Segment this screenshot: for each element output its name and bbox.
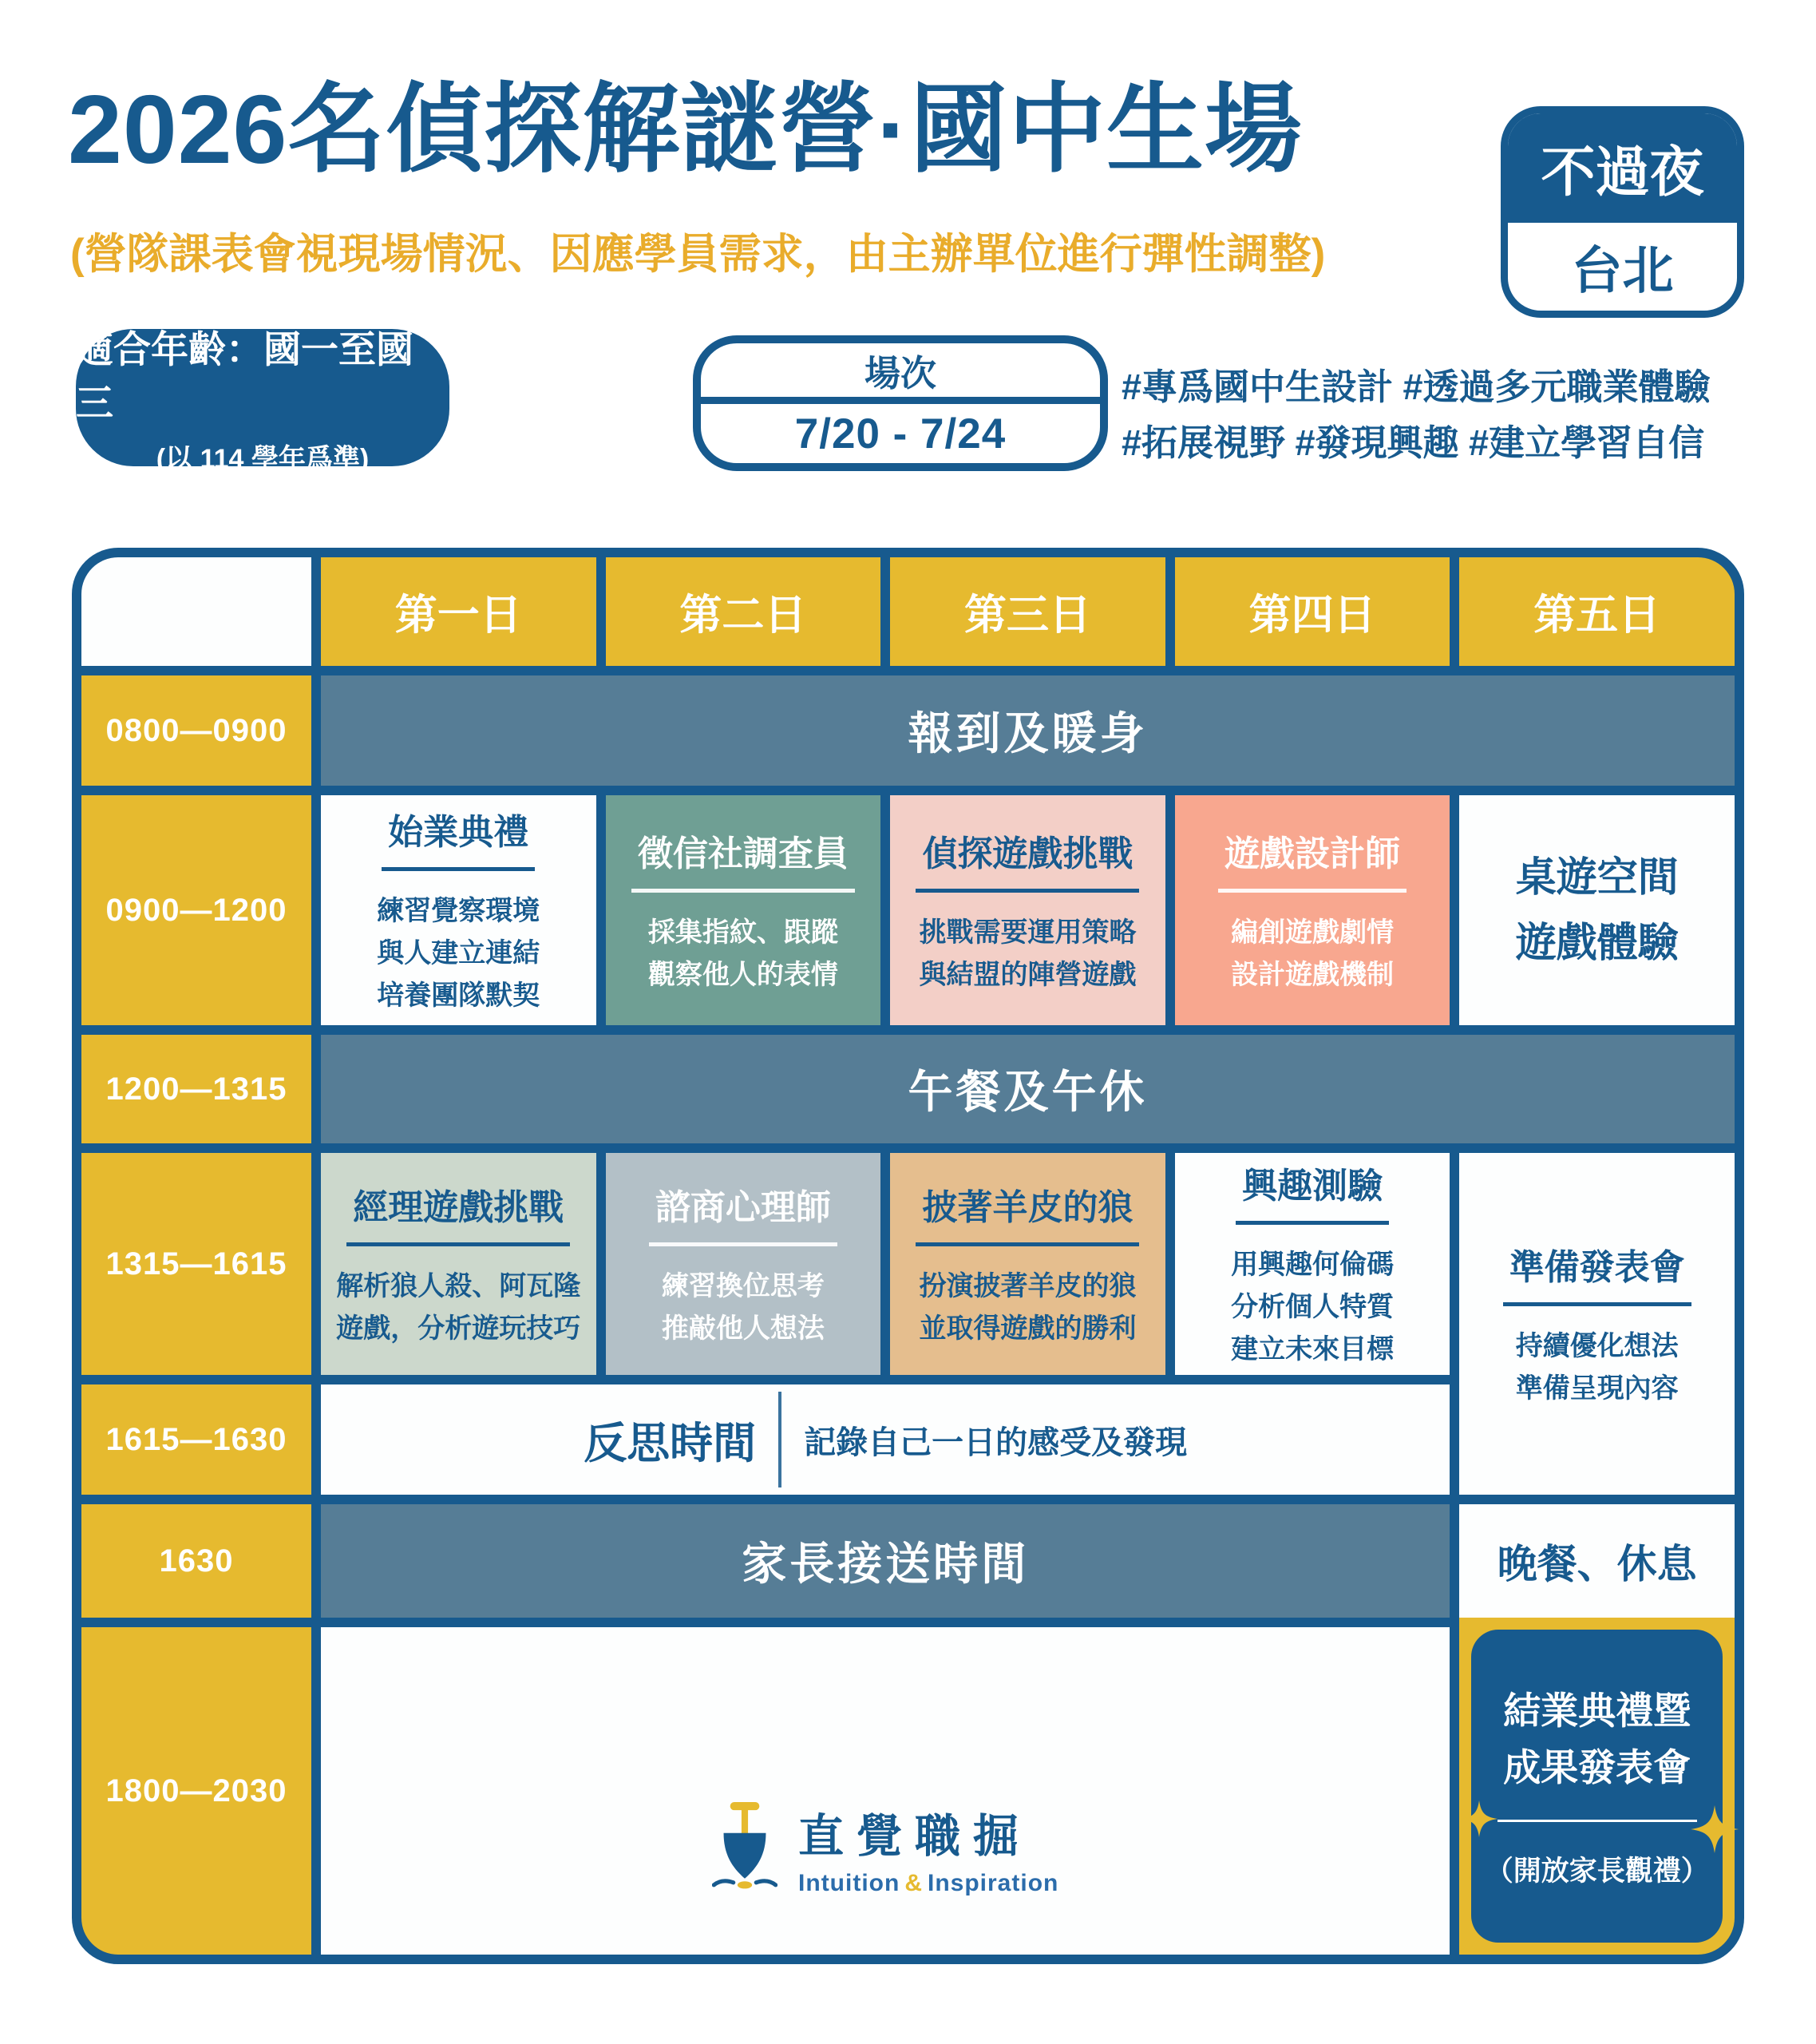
- brand-name-zh: 直覺職掘: [798, 1811, 1032, 1862]
- activity-d2-pm: [606, 1153, 881, 1375]
- page-title: 2026名偵探解謎營·國中生場: [68, 75, 1304, 184]
- dinner-cell: [1459, 1504, 1735, 1618]
- activity-line: 與人建立連結: [377, 938, 540, 969]
- activity-title: 諮商心理師: [649, 1178, 837, 1246]
- time-cell-1630: [81, 1504, 311, 1618]
- activity-line: 準備呈現內容: [1515, 1373, 1679, 1404]
- day-header-2: [606, 557, 881, 666]
- activity-d5-am: [1459, 795, 1735, 1025]
- sparkle-left-icon: [1461, 1800, 1498, 1841]
- reflection-desc: 記錄自己一日的感受及發現: [804, 1424, 1188, 1460]
- time-label: 1200—1315: [105, 1071, 287, 1107]
- day-header-label: 第二日: [679, 592, 807, 639]
- activity-line: 持續優化想法: [1515, 1330, 1679, 1361]
- time-label: 0900—1200: [105, 892, 287, 928]
- checkin-label: 報到及暖身: [908, 708, 1148, 759]
- ceremony-title-line: 結業典禮暨: [1503, 1689, 1691, 1732]
- time-label: 1615—1630: [105, 1421, 287, 1457]
- activity-line: 採集指紋、跟蹤: [647, 917, 838, 948]
- activity-title: 準備發表會: [1503, 1238, 1691, 1306]
- reflection-divider: [778, 1392, 781, 1487]
- time-cell-0800: [81, 675, 311, 786]
- time-label: 0800—0900: [105, 712, 287, 748]
- age-range-note: (以 114 學年爲準): [156, 443, 370, 474]
- activity-title: 遊戲設計師: [1218, 825, 1407, 893]
- activity-line: 觀察他人的表情: [647, 959, 838, 990]
- activity-line: 編創遊戲劇情: [1231, 917, 1395, 948]
- activity-line: 用興趣何倫碼: [1231, 1250, 1395, 1281]
- lunch-label: 午餐及午休: [908, 1067, 1148, 1117]
- brand-logo: [712, 1800, 1058, 1897]
- day-header-label: 第一日: [394, 592, 522, 639]
- activity-d1-am: [321, 795, 596, 1025]
- session-dates: 7/20 - 7/24: [794, 410, 1007, 458]
- time-label: 1630: [159, 1543, 234, 1579]
- activity-d4-pm: [1175, 1153, 1450, 1375]
- badge-city-label: 台北: [1571, 242, 1674, 300]
- activity-line: 解析狼人殺、阿瓦隆: [336, 1270, 581, 1301]
- reflection-title: 反思時間: [584, 1419, 757, 1468]
- activity-line: 並取得遊戲的勝利: [919, 1313, 1137, 1344]
- reflection-band: [321, 1384, 1450, 1495]
- activity-line: 推敲他人想法: [661, 1313, 825, 1344]
- activity-line: 設計遊戲機制: [1231, 959, 1395, 990]
- ceremony-cell: [1459, 1618, 1735, 1955]
- location-badge: [1501, 106, 1744, 318]
- day-header-label: 第四日: [1248, 592, 1376, 639]
- table-corner-cell: [81, 557, 311, 666]
- time-label: 1800—2030: [105, 1773, 287, 1808]
- activity-line: 遊戲，分析遊玩技巧: [336, 1313, 581, 1344]
- pickup-label: 家長接送時間: [742, 1539, 1030, 1589]
- day-header-1: [321, 557, 596, 666]
- ceremony-note: （開放家長觀禮）: [1485, 1856, 1709, 1887]
- activity-title: 始業典禮: [382, 803, 535, 871]
- activity-line: 與結盟的陣營遊戲: [919, 959, 1137, 990]
- time-cell-1315: [81, 1153, 311, 1375]
- session-label: 場次: [864, 353, 936, 394]
- activity-line: 分析個人特質: [1231, 1292, 1395, 1323]
- pickup-band: [321, 1504, 1450, 1618]
- day-header-5: [1459, 557, 1735, 666]
- badge-overnight-label: 不過夜: [1508, 113, 1737, 223]
- time-cell-1800: [81, 1627, 311, 1955]
- activity-title: 披著羊皮的狼: [916, 1178, 1139, 1246]
- activity-d4-am: [1175, 795, 1450, 1025]
- day-header-3: [890, 557, 1165, 666]
- brand-en-amp: &: [904, 1870, 923, 1896]
- shovel-icon: [712, 1802, 777, 1895]
- dinner-label: 晚餐、休息: [1497, 1542, 1697, 1586]
- activity-title: 經理遊戲挑戰: [346, 1178, 570, 1246]
- sparkle-right-icon: [1691, 1805, 1739, 1857]
- hashtag-block: [1122, 359, 1711, 471]
- schedule-table: [72, 548, 1744, 1964]
- activity-d3-pm: [890, 1153, 1165, 1375]
- day-header-label: 第三日: [963, 592, 1091, 639]
- logo-cell: [321, 1627, 1450, 1955]
- checkin-band: [321, 675, 1735, 786]
- hashtag-line-2: #拓展視野 #發現興趣 #建立學習自信: [1122, 422, 1705, 463]
- activity-title: 徵信社調查員: [631, 825, 855, 893]
- session-divider: [701, 397, 1100, 404]
- activity-line: 遊戲體驗: [1515, 920, 1679, 965]
- time-label: 1315—1615: [105, 1246, 287, 1281]
- day-header-4: [1175, 557, 1450, 666]
- activity-line: 扮演披著羊皮的狼: [919, 1270, 1137, 1301]
- ceremony-title-line: 成果發表會: [1503, 1745, 1691, 1788]
- activity-line: 挑戰需要運用策略: [919, 917, 1137, 948]
- activity-d5-pm: [1459, 1153, 1735, 1495]
- age-range-main: 適合年齡：國一至國三: [76, 327, 413, 424]
- activity-line: 桌遊空間: [1515, 854, 1679, 901]
- activity-line: 建立未來目標: [1231, 1333, 1395, 1365]
- age-range-pill: [76, 327, 449, 474]
- lunch-band: [321, 1035, 1735, 1143]
- activity-d2-am: [606, 795, 881, 1025]
- activity-d3-am: [890, 795, 1165, 1025]
- time-cell-1200: [81, 1035, 311, 1143]
- brand-en-post: Inspiration: [928, 1870, 1059, 1896]
- activity-line: 培養團隊默契: [377, 980, 540, 1011]
- activity-d1-pm: [321, 1153, 596, 1375]
- brand-name-en: [798, 1870, 1058, 1897]
- hashtag-line-1: #專爲國中生設計 #透過多元職業體驗: [1122, 366, 1711, 407]
- day-header-label: 第五日: [1533, 592, 1661, 639]
- brand-logo-text: [798, 1800, 1058, 1897]
- ceremony-divider: [1498, 1820, 1697, 1822]
- activity-line: 練習覺察環境: [377, 896, 540, 927]
- time-cell-1615: [81, 1384, 311, 1495]
- activity-line: 練習換位思考: [661, 1270, 825, 1301]
- ceremony-card: [1471, 1630, 1723, 1943]
- brand-en-pre: Intuition: [798, 1870, 900, 1896]
- session-pill: [693, 335, 1108, 471]
- activity-title: 興趣測驗: [1236, 1157, 1389, 1225]
- time-cell-0900: [81, 795, 311, 1025]
- page-subtitle: (營隊課表會視現場情況、因應學員需求，由主辦單位進行彈性調整): [70, 231, 1326, 278]
- activity-title: 偵探遊戲挑戰: [916, 825, 1139, 893]
